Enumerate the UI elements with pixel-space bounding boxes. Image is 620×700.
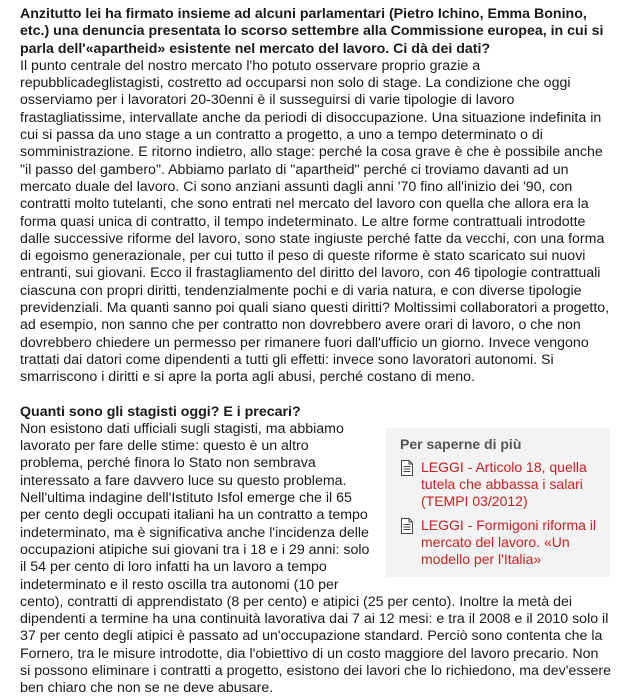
interview-answer-2: Non esistono dati ufficiali sugli stagisti, ma abbiamo lavorato per fare delle stime: questo è un altro problema, perché finora lo Stato non sembrava interessato a fare davvero luce su questo problema. Nell'ultima indagine dell'Istituto Isfol emerge che il 65 per cento degli occupati italiani ha un contratto a tempo indeterminato, ma è significativa anche l'incidenza delle occupazioni atipiche sui giovani tra i 18 e i 29 anni: solo il 54 per cento di loro infatti ha un lavoro a tempo indeterminato e il resto oscilla tra autonomi (10 per cento), contratti di apprendistato (8 per cento) e atipici (25 per cento). Inoltre la metà dei dipendenti a termine ha una continuità lavorativa dai 7 ai 12 mesi: e tra il 2008 e il 2010 solo il 37 per cento degli atipici è passato ad un'occupazione standard. Perciò sono contenta che la Fornero, tra le misure introdotte, dia l'obiettivo di un costo maggiore del lavoro precario. Non si possono eliminare i contratti a progetto, esistono dei lavori che lo richiedono, ma dev'essere ben chiaro che non se ne deve abusare. [20, 420, 612, 697]
related-link-2[interactable] [400, 517, 600, 569]
interview-question-1: Anzitutto lei ha firmato insieme ad alcuni parlamentari (Pietro Ichino, Emma Bonino, etc.) una denuncia presentata lo scorso settembre alla Commissione europea, in cui si parla dell'«apartheid» esistente nel mercato del lavoro. Ci dà dei dati? [20, 6, 604, 57]
related-links-box [386, 428, 610, 577]
related-link-1[interactable] [400, 459, 600, 511]
related-link-2-text[interactable]: LEGGI - Formigoni riforma il mercato del lavoro. «Un modello per l'Italia» [421, 516, 597, 568]
interview-question-2: Quanti sono gli stagisti oggi? E i precari? [20, 403, 301, 420]
interview-answer-1: Il punto centrale del nostro mercato l'ho potuto osservare proprio grazie a repubblicadeglistagisti, costretto ad occuparsi non solo di stage. La condizione che oggi osserviamo per i lavoratori 20-30enni è il susseguirsi di varie tipologie di lavoro frastagliatissime, intervallate anche da periodi di disoccupazione. Una situazione indefinita in cui si passa da uno stage a un contratto a progetto, a uno a tempo determinato o di somministrazione. E ritorno indietro, allo stage: perché la cosa grave è che è possibile anche "il passo del gambero". Abbiamo parlato di "apartheid" perché ci troviamo davanti ad un mercato duale del lavoro. Ci sono anziani assunti dagli anni '70 fino all'inizio dei '90, con contratti molto tutelanti, che sono entrati nel mercato del lavoro con quella che allora era la forma quasi unica di contratto, il tempo indeterminato. Le altre forme contrattuali introdotte dalle successive riforme del lavoro, sono state ingiuste perché fatte da vecchi, con una forma di egoismo generazionale, per cui tutto il peso di queste riforme è stato scaricato sui nuovi entranti, sui giovani. Ecco il frastagliamento del diritto del lavoro, con 46 tipologie contrattuali ciascuna con propri diritti, tendenzialmente pochi e di varia natura, e con diverse tipologie previdenziali. Ma quanti sanno poi quali siano questi diritti? Moltissimi collaboratori a progetto, ad esempio, non sanno che per contratto non dovrebbero avere orari di lavoro, o che non dovrebbero chiedere un permesso per rimanere fuori dall'ufficio un giorno. Invece vengono trattati dai datori come dipendenti a tutti gli effetti: invece sono lavoratori autonomi. Si smarriscono i diritti e si apre la porta agli abusi, perché costano di meno. [20, 57, 610, 386]
related-links-title: Per saperne di più [400, 435, 522, 452]
related-link-1-text[interactable]: LEGGI - Articolo 18, quella tutela che abbassa i salari (TEMPI 03/2012) [421, 458, 587, 510]
document-icon [400, 460, 414, 476]
document-icon [400, 518, 414, 534]
article-body [20, 6, 612, 698]
